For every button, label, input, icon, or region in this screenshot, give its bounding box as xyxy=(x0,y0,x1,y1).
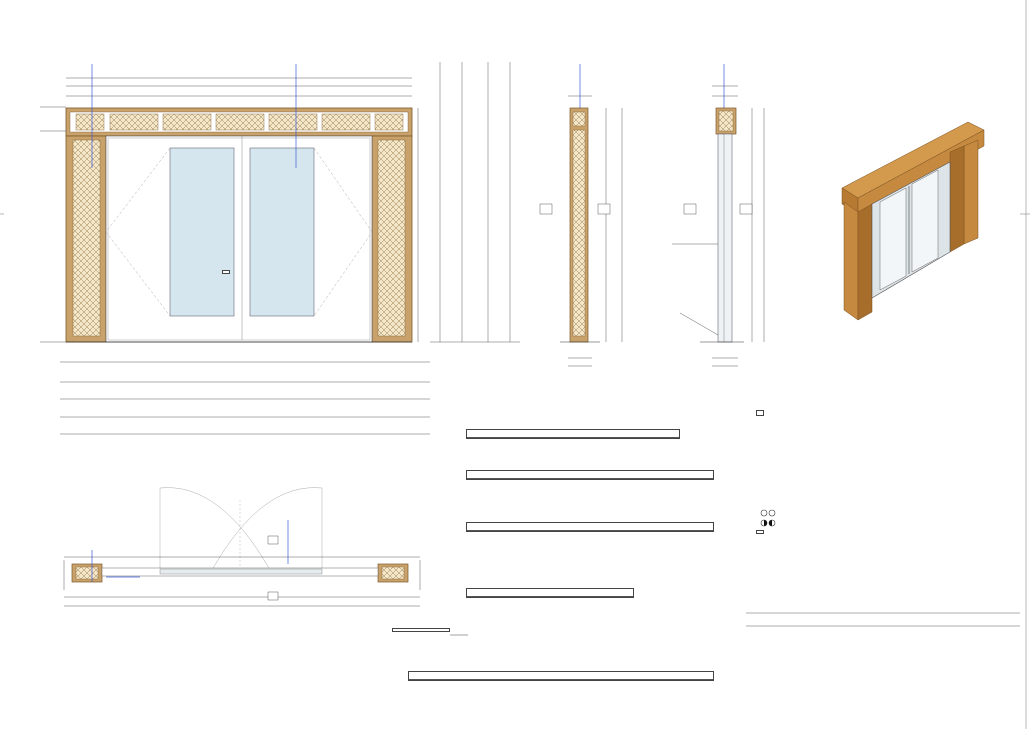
horizontal-section-drawing xyxy=(64,488,420,606)
ref-note xyxy=(756,530,764,534)
wall-schedule-note xyxy=(392,628,450,632)
door-schedule-title xyxy=(409,672,713,680)
door-schedule xyxy=(408,671,714,681)
section-b-drawing xyxy=(672,64,764,366)
titleblock-lines xyxy=(746,613,1020,626)
framing-hsb-schedule-title xyxy=(467,523,713,531)
element-id-tag xyxy=(222,270,230,274)
framing-schedule xyxy=(466,470,714,480)
wall-schedule-title xyxy=(467,589,633,597)
elevation-bottom-dims xyxy=(60,362,430,434)
legend-symbols xyxy=(761,510,775,526)
framing-schedule-title xyxy=(467,471,713,479)
column-schedule-title xyxy=(467,430,679,438)
column-schedule xyxy=(466,429,680,439)
3d-view xyxy=(842,122,984,320)
framing-hsb-schedule xyxy=(466,522,714,532)
elevation-top-dims xyxy=(66,78,412,96)
total-elements-box xyxy=(756,410,764,416)
wall-schedule xyxy=(466,588,634,598)
wall-note-leader xyxy=(450,632,468,638)
notes-block xyxy=(756,454,1018,458)
elevation-frame xyxy=(66,64,412,342)
section-a-drawing xyxy=(540,64,622,366)
